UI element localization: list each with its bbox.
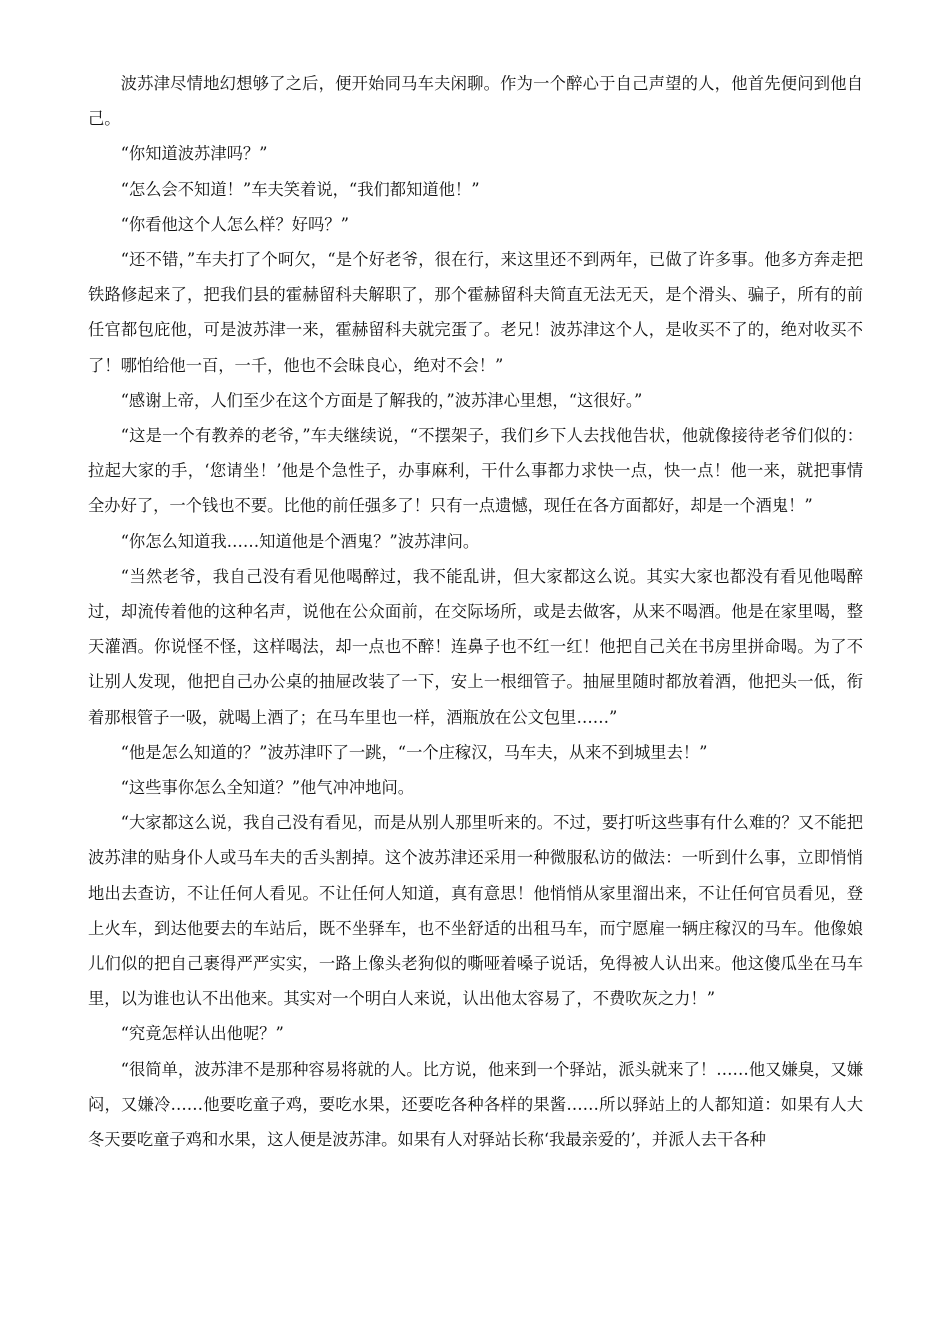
paragraph: “你看他这个人怎么样？好吗？” xyxy=(120,214,349,234)
paragraph: “怎么会不知道！”车夫笑着说，“我们都知道他！” xyxy=(120,179,480,199)
paragraph: “当然老爷，我自己没有看见他喝醉过，我不能乱讲，但大家都这么说。其实大家也都没有看见他喝醉过，却流传着他的这种名声，说他在公众面前，在交际场所，或是去做客，从来不喝酒。他是在家里喝，整天灌酒。你说怪不怪，这样喝法，却一点也不醉！连鼻子也不红一红！他把自己关在书房里拼命喝。为了不让别人发现，他把自己办公桌的抽屉改装了一下，安上一根细管子。抽屉里随时都放着酒，他把头一低，衔着那根管子一吸，就喝上酒了；在马车里也一样，酒瓶放在公文包里……” xyxy=(88,566,863,727)
paragraph: “究竟怎样认出他呢？” xyxy=(120,1024,284,1044)
paragraph: “你知道波苏津吗？” xyxy=(120,144,268,164)
paragraph: “很简单，波苏津不是那种容易将就的人。比方说，他来到一个驿站，派头就来了！……他又嫌臭，又嫌闷，又嫌冷……他要吃童子鸡，要吃水果，还要吃各种各样的果酱……所以驿站上的人都知道：如果有人大冬天要吃童子鸡和水果，这人便是波苏津。如果有人对驿站长称‘我最亲爱的’，并派人去干各种 xyxy=(88,1059,863,1150)
paragraph: “大家都这么说，我自己没有看见，而是从别人那里听来的。不过，要打听这些事有什么难的？又不能把波苏津的贴身仆人或马车夫的舌头割掉。这个波苏津还采用一种微服私访的做法：一听到什么事，立即悄悄地出去查访，不让任何人看见。不让任何人知道，真有意思！他悄悄从家里溜出来，不让任何官员看见，登上火车，到达他要去的车站后，既不坐驿车，也不坐舒适的出租马车，而宁愿雇一辆庄稼汉的马车。他像娘儿们似的把自己裹得严严实实，一路上像头老狗似的嘶哑着嗓子说话，免得被人认出来。他这傻瓜坐在马车里，以为谁也认不出他来。其实对一个明白人来说，认出他太容易了，不费吹灰之力！” xyxy=(88,813,863,1009)
paragraph: “这些事你怎么全知道？”他气冲冲地问。 xyxy=(120,778,415,798)
paragraph: “你怎么知道我……知道他是个酒鬼？”波苏津问。 xyxy=(120,531,480,551)
paragraph: “感谢上帝，人们至少在这个方面是了解我的，”波苏津心里想，“这很好。” xyxy=(120,390,643,410)
paragraph: 波苏津尽情地幻想够了之后，便开始同马车夫闲聊。作为一个醉心于自己声望的人，他首先便问到他自己。 xyxy=(88,74,863,129)
paragraph: “这是一个有教养的老爷，”车夫继续说，“不摆架子，我们乡下人去找他告状，他就像接待老爷们似的：拉起大家的手，‘您请坐！’他是个急性子，办事麻利，干什么事都力求快一点，快一点！他一来，就把事情全办好了，一个钱也不要。比他的前任强多了！只有一点遗憾，现任在各方面都好，却是一个酒鬼！” xyxy=(88,426,863,516)
story-text xyxy=(88,66,863,1157)
paragraph: “他是怎么知道的？”波苏津吓了一跳，“一个庄稼汉，马车夫，从来不到城里去！” xyxy=(120,742,708,762)
paragraph: “还不错，”车夫打了个呵欠，“是个好老爷，很在行，来这里还不到两年，已做了许多事。他多方奔走把铁路修起来了，把我们县的霍赫留科夫解职了，那个霍赫留科夫简直无法无天，是个滑头、骗子，所有的前任官都包庇他，可是波苏津一来，霍赫留科夫就完蛋了。老兄！波苏津这个人，是收买不了的，绝对收买不了！哪怕给他一百，一千，他也不会昧良心，绝对不会！” xyxy=(88,250,863,375)
